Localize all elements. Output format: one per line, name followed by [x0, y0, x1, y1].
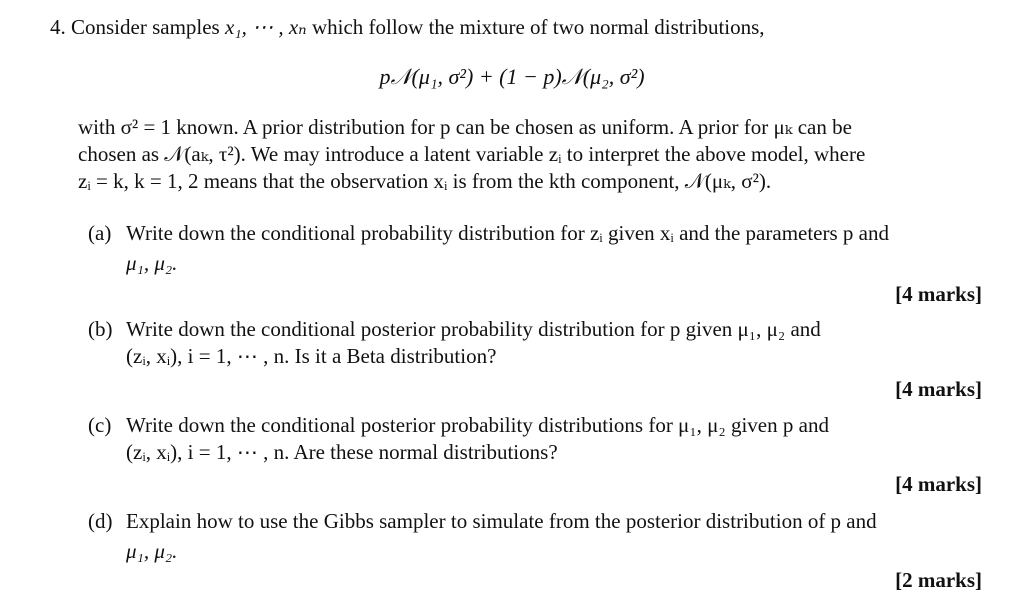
- part-c-line-2: (zᵢ, xᵢ), i = 1, ⋯ , n. Are these normal distributions?: [126, 440, 558, 464]
- part-b-label: (b): [88, 317, 113, 341]
- paragraph-line-2: chosen as 𝒩(aₖ, τ²). We may introduce a latent variable zᵢ to interpret the above model, where: [78, 142, 866, 166]
- paragraph-line-3: zᵢ = k, k = 1, 2 means that the observation xᵢ is from the kth component, 𝒩(μₖ, σ²).: [78, 169, 772, 193]
- question-header: [50, 14, 765, 40]
- question-intro-text: Consider samples: [71, 15, 225, 39]
- samples-math: x₁, ⋯ , xₙ: [224, 15, 307, 39]
- question-number: 4.: [50, 15, 66, 39]
- mixture-equation: p𝒩(μ₁, σ²) + (1 − p)𝒩(μ₂, σ²): [379, 64, 645, 89]
- part-d-marks: [2 marks]: [895, 568, 982, 592]
- part-a-line-2: μ₁, μ₂.: [126, 251, 178, 275]
- part-a-label: (a): [88, 221, 112, 245]
- part-c-line-1: Write down the conditional posterior probability distributions for μ₁, μ₂ given p and: [126, 413, 829, 437]
- part-c: [88, 412, 829, 438]
- part-d-line-2: μ₁, μ₂.: [126, 539, 178, 563]
- paragraph-line-1: with σ² = 1 known. A prior distribution for p can be chosen as uniform. A prior for μₖ can be: [78, 115, 852, 139]
- part-b: [88, 316, 821, 342]
- part-a-marks: [4 marks]: [895, 282, 982, 306]
- part-a-line-1: Write down the conditional probability distribution for zᵢ given xᵢ and the parameters p and: [126, 221, 889, 245]
- part-b-line-2: (zᵢ, xᵢ), i = 1, ⋯ , n. Is it a Beta distribution?: [126, 344, 497, 368]
- part-a: [88, 220, 889, 246]
- part-b-marks: [4 marks]: [895, 377, 982, 401]
- part-d-label: (d): [88, 509, 113, 533]
- part-d: [88, 508, 877, 534]
- part-c-label: (c): [88, 413, 112, 437]
- part-c-marks: [4 marks]: [895, 472, 982, 496]
- part-b-line-1: Write down the conditional posterior probability distribution for p given μ₁, μ₂ and: [126, 317, 821, 341]
- question-intro-tail: which follow the mixture of two normal distributions,: [306, 15, 765, 39]
- part-d-line-1: Explain how to use the Gibbs sampler to simulate from the posterior distribution of p and: [126, 509, 877, 533]
